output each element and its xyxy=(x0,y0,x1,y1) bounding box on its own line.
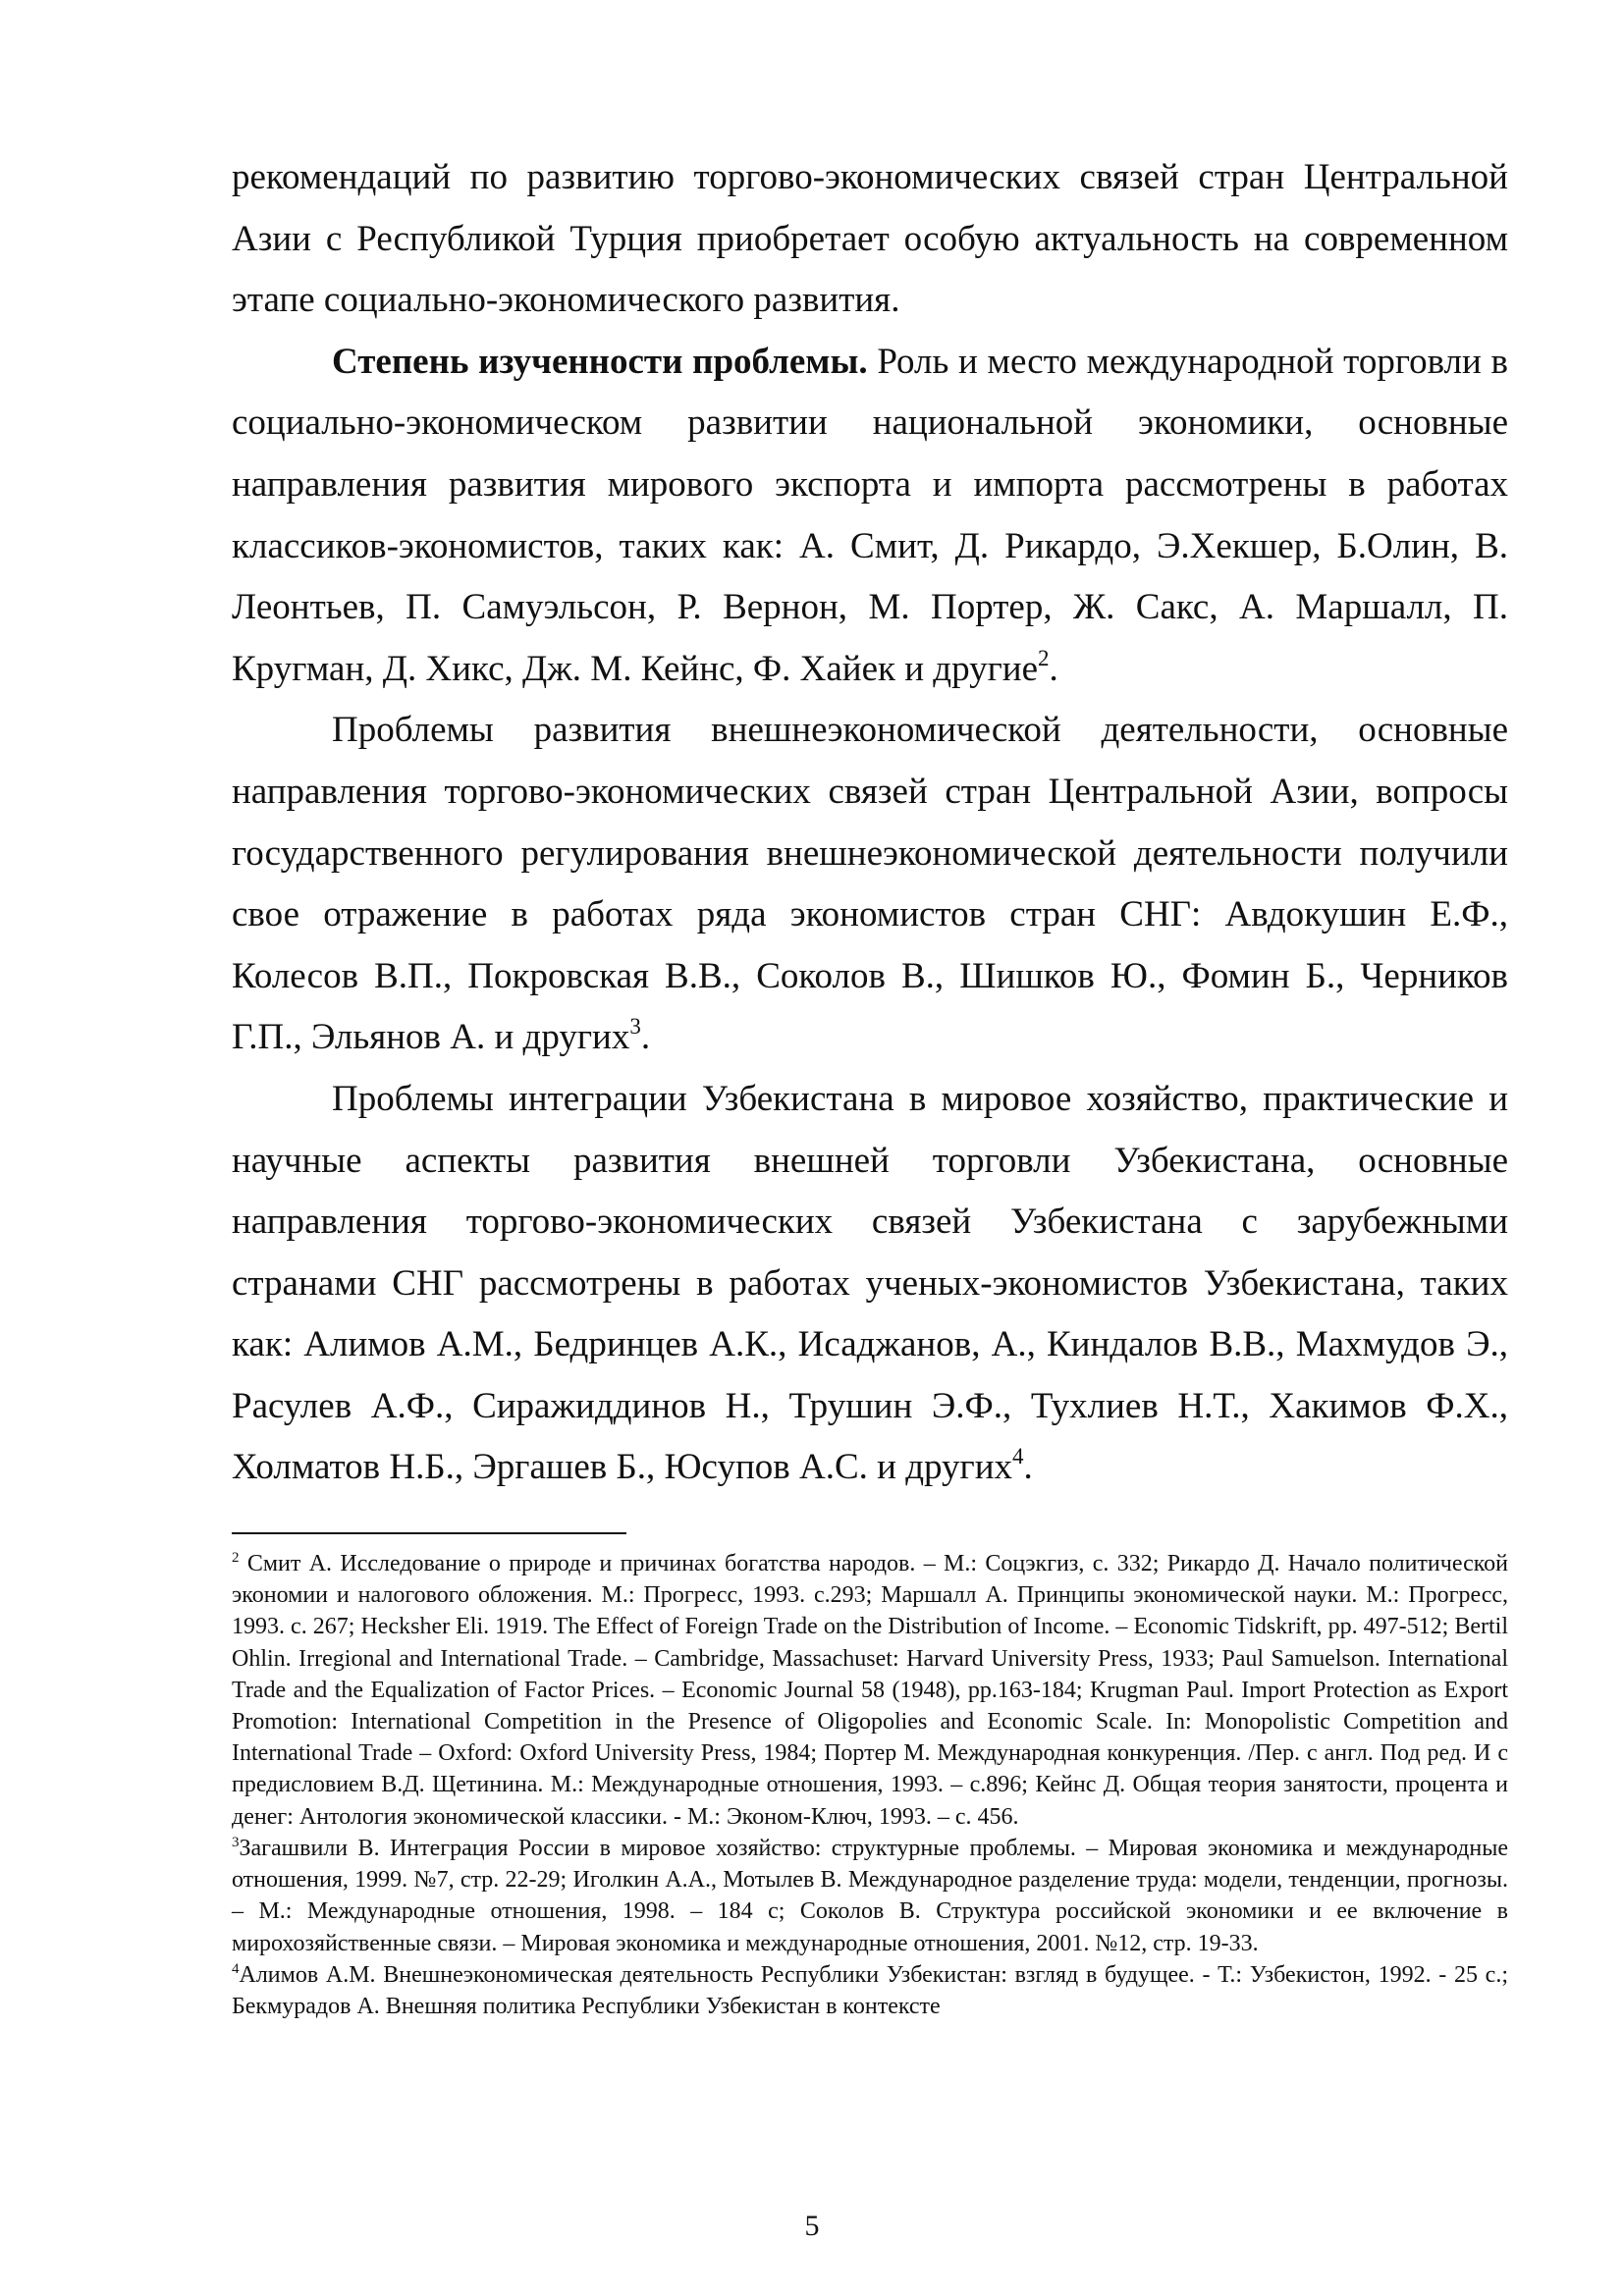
paragraph-3-end: . xyxy=(640,1017,651,1058)
footnote-2-mark: 2 xyxy=(232,1550,240,1567)
footnote-3 xyxy=(232,1833,1508,1959)
footnote-ref-3[interactable]: 3 xyxy=(629,1014,641,1040)
footnote-4-text: Алимов А.М. Внешнеэкономическая деятельность Республики Узбекистан: взгляд в будущее. - Т.: Узбекистон, 1992. - 25 с.; Бекмурадов А. Внешняя политика Республики Узбекистан в контексте xyxy=(232,1961,1508,2019)
footnote-ref-2[interactable]: 2 xyxy=(1038,645,1050,670)
footnote-separator xyxy=(232,1532,626,1534)
footnote-3-text: Загашвили В. Интеграция России в мировое хозяйство: структурные проблемы. – Мировая экономика и международные отношения, 1999. №7, стр. 22-29; Иголкин А.А., Мотылев В. Международное разделение труда: модели, тенденции, прогнозы. – М.: Международные отношения, 1998. – 184 с; Соколов В. Структура российской экономики и ее включение в мирохозяйственные связи. – Мировая экономика и международные отношения, 2001. №12, стр. 19-33. xyxy=(232,1835,1508,1956)
paragraph-2-text: Роль и место международной торговли в социально-экономическом развитии национальной экономики, основные направления развития мирового экспорта и импорта рассмотрены в работах классиков-экономистов, таких как: А. Смит, Д. Рикардо, Э.Хекшер, Б.Олин, В. Леонтьев, П. Самуэльсон, Р. Вернон, М. Портер, Ж. Сакс, А. Маршалл, П. Кругман, Д. Хикс, Дж. М. Кейнс, Ф. Хайек и другие xyxy=(232,341,1508,689)
paragraph-2 xyxy=(232,332,1508,701)
paragraph-1-text: рекомендаций по развитию торгово-экономических связей стран Центральной Азии с Республикой Турция приобретает особую актуальность на современном этапе социально-экономического развития. xyxy=(232,157,1508,321)
paragraph-2-end: . xyxy=(1049,648,1058,689)
footnote-4-mark: 4 xyxy=(232,1960,240,1977)
paragraph-4-end: . xyxy=(1023,1447,1033,1488)
page-number: 5 xyxy=(804,2210,820,2242)
footnote-2 xyxy=(232,1548,1508,1833)
footnote-ref-4[interactable]: 4 xyxy=(1012,1444,1024,1469)
section-heading: Степень изученности проблемы. xyxy=(332,341,868,382)
paragraph-4 xyxy=(232,1069,1508,1499)
footnote-4 xyxy=(232,1959,1508,2022)
document-page xyxy=(232,147,1508,2022)
paragraph-1 xyxy=(232,147,1508,332)
paragraph-3 xyxy=(232,700,1508,1069)
paragraph-3-text: Проблемы развития внешнеэкономической деятельности, основные направления торгово-экономических связей стран Центральной Азии, вопросы государственного регулирования внешнеэкономической деятельности получили свое отражение в работах ряда экономистов стран СНГ: Авдокушин Е.Ф., Колесов В.П., Покровская В.В., Соколов В., Шишков Ю., Фомин Б., Черников Г.П., Эльянов А. и других xyxy=(232,710,1508,1058)
paragraph-4-text: Проблемы интеграции Узбекистана в мировое хозяйство, практические и научные аспекты развития внешней торговли Узбекистана, основные направления торгово-экономических связей Узбекистана с зарубежными странами СНГ рассмотрены в работах ученых-экономистов Узбекистана, таких как: Алимов А.М., Бедринцев А.К., Исаджанов, А., Киндалов В.В., Махмудов Э., Расулев А.Ф., Сиражиддинов Н., Трушин Э.Ф., Тухлиев Н.Т., Хакимов Ф.Х., Холматов Н.Б., Эргашев Б., Юсупов А.С. и других xyxy=(232,1078,1508,1488)
footnote-3-mark: 3 xyxy=(232,1834,240,1850)
footnote-2-text: Смит А. Исследование о природе и причинах богатства народов. – М.: Соцэкгиз, с. 332; Рикардо Д. Начало политической экономии и налогового обложения. М.: Прогресс, 1993. с.293; Маршалл А. Принципы экономической науки. М.: Прогресс, 1993. с. 267; Heckshеr Eli. 1919. The Effect of Foreign Trade on the Distribution of Income. – Economic Tidskrift, pp. 497-512; Bertil Ohlin. Irregional and International Trade. – Cambridge, Massachuset: Harvard University Press, 1933; Paul Samuelson. International Trade and the Equalization of Factor Prices. – Economic Journal 58 (1948), pp.163-184; Krugman Paul. Import Protection as Export Promotion: International Competition in the Presence of Oligopolies and Economic Scale. In: Monopolistic Competition and International Trade – Oxford: Oxford University Press, 1984; Портер М. Международная конкуренция. /Пер. с англ. Под ред. И с предисловием В.Д. Щетинина. М.: Международные отношения, 1993. – с.896; Кейнс Д. Общая теория занятости, процента и денег: Антология экономической классики. - М.: Эконом-Ключ, 1993. – с. 456. xyxy=(232,1551,1508,1830)
